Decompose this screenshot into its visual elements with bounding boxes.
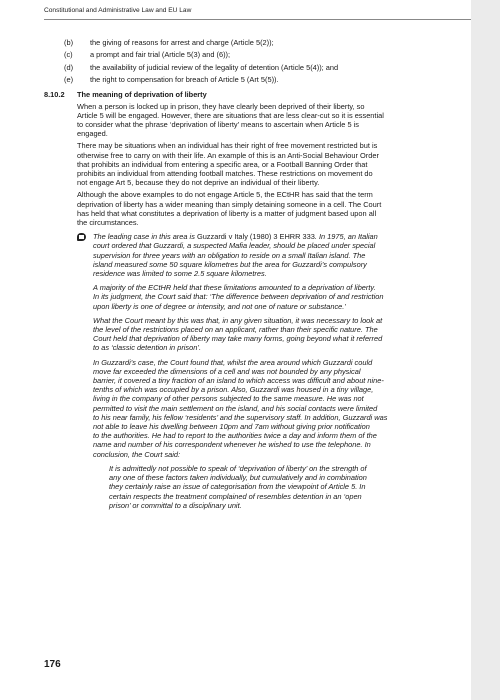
text-line: the level of the restrictions placed on an applicant, rather than their specific nature. The xyxy=(93,325,378,335)
text-line: court ordered that Guzzardi, a suspected Mafia leader, should be placed under special xyxy=(93,241,376,251)
text-line: living in the company of other persons subjected to the same measure. He was not xyxy=(93,394,364,404)
text-line: move far exceeded the dimensions of a cell and was not bounded by any physical xyxy=(93,366,361,376)
list-item-label: (d) xyxy=(64,62,74,72)
list-item-label: (b) xyxy=(64,38,74,47)
section-title: The meaning of deprivation of liberty xyxy=(77,90,207,100)
text-line: residence was limited to some 2.5 square kilometres. xyxy=(93,269,267,279)
text-line: In its judgment, the Court said that: ‘The difference between deprivation of and restriction xyxy=(93,292,384,302)
text-line xyxy=(93,232,469,241)
text-line: prohibits an individual from attending football matches. These restrictions on movement do xyxy=(77,169,373,178)
text-fragment: The leading case in this area is xyxy=(93,232,197,242)
list-item xyxy=(0,38,471,47)
block-quote xyxy=(109,464,469,510)
section-number: 8.10.2 xyxy=(44,90,65,100)
text-line: to as ‘classic detention in prison’. xyxy=(93,343,202,353)
body-paragraph xyxy=(77,102,469,139)
text-line: to his near family, his fellow ‘residents’ and the supervisory staff. In addition, Guzzardi was xyxy=(93,412,388,422)
case-paragraph xyxy=(93,358,469,459)
text-line: conclusion, the Court said: xyxy=(93,449,181,459)
case-book-icon xyxy=(77,233,86,241)
text-line: has held that what constitutes a deprivation of liberty is a matter of judgment based upon all xyxy=(77,208,377,218)
text-line: the circumstances. xyxy=(77,218,139,228)
body-paragraph xyxy=(77,141,469,187)
text-line: A majority of the ECtHR held that these limitations amounted to a deprivation of liberty. xyxy=(93,283,376,293)
text-line: name and number of his correspondent whenever he wished to use the telephone. In xyxy=(93,440,371,450)
text-line: any one of these factors taken individually, but cumulatively and in combination xyxy=(109,473,367,483)
list-item-text: the giving of reasons for arrest and charge (Article 5(2)); xyxy=(90,38,274,47)
text-line: tenths of which was occupied by a prison. Also, Guzzardi was housed in a tiny village, xyxy=(93,385,374,395)
page-number: 176 xyxy=(44,659,61,670)
text-line: deprivation of liberty has a wider meaning than simply detaining someone in a cell. The Court xyxy=(77,199,382,209)
text-line: Article 5 will be engaged. However, there are situations that are less clear-cut so it is essential xyxy=(77,110,384,120)
text-line: permitted to visit the main settlement on the island, and his social contacts were limited xyxy=(93,403,378,413)
text-line: There may be situations when an individual has their right of free movement restricted but is xyxy=(77,141,378,151)
case-citation: Guzzardi v Italy (1980) 3 EHRR 333 xyxy=(196,232,315,242)
list-item xyxy=(0,75,471,84)
case-paragraph xyxy=(93,316,469,353)
text-line: When a person is locked up in prison, they have clearly been deprived of their liberty, so xyxy=(77,101,365,111)
text-line: island measured some 50 square kilometres but the area for Guzzardi’s compulsory xyxy=(93,259,367,269)
list-item-label: (e) xyxy=(64,75,74,85)
body-paragraph xyxy=(77,190,469,227)
text-fragment: . In 1975, an Italian xyxy=(314,232,378,242)
text-line: that prohibits an individual from entering a specific area, or a Football Banning Order that xyxy=(77,159,368,169)
text-line: prison’ or committal to a disciplinary unit. xyxy=(109,500,242,510)
text-line: barrier, it covered a tiny fraction of an island to which access was difficult and about nine- xyxy=(93,376,384,386)
list-item-text: the availability of judicial review of the legality of detention (Article 5(4)); and xyxy=(90,62,339,72)
list-item-text: the right to compensation for breach of Article 5 (Art 5(5)). xyxy=(90,75,279,85)
text-line: otherwise free to carry on with their life. An example of this is an Anti-Social Behaviour Order xyxy=(77,150,379,160)
text-line: In Guzzardi’s case, the Court found that, whilst the area around which Guzzardi could xyxy=(93,357,373,367)
text-line: It is admittedly not possible to speak of ‘deprivation of liberty’ on the strength of xyxy=(109,463,367,473)
text-line: Court held that deprivation of liberty may take many forms, going beyond what it referred xyxy=(93,334,383,344)
text-line: not engage Art 5, because they do not deprive an individual of their liberty. xyxy=(77,178,320,188)
list-item-text: a prompt and fair trial (Article 5(3) and (6)); xyxy=(90,50,231,60)
list-item xyxy=(0,50,471,59)
text-line: What the Court meant by this was that, in any given situation, it was necessary to look at xyxy=(93,315,383,325)
page-content xyxy=(0,38,471,510)
section-heading xyxy=(0,90,471,99)
text-line: supervision for three years with an obligation to reside on a small Italian island. The xyxy=(93,250,366,260)
header-rule xyxy=(44,19,471,20)
case-intro xyxy=(93,232,469,278)
text-line: not able to leave his dwelling between 10pm and 7am without giving prior notification xyxy=(93,422,370,432)
text-line: upon liberty is one of degree or intensity, and not one of nature or substance.’ xyxy=(93,301,346,311)
text-line: certain respects the treatment complained of resembles detention in an ‘open xyxy=(109,491,362,501)
list-item xyxy=(0,63,471,72)
page-edge-bar xyxy=(471,0,500,700)
case-study-box xyxy=(0,232,471,510)
text-line: they certainly raise an issue of categorisation from the viewpoint of Article 5. In xyxy=(109,482,366,492)
rights-list xyxy=(0,38,471,84)
case-paragraph xyxy=(93,283,469,311)
text-line: Although the above examples to do not engage Article 5, the ECtHR has said that the term xyxy=(77,190,373,200)
text-line: to consider what the phrase ‘deprivation of liberty’ means to ascertain when Article 5 is xyxy=(77,119,359,129)
list-item-label: (c) xyxy=(64,50,73,60)
running-header: Constitutional and Administrative Law and EU Law xyxy=(44,7,192,14)
text-line: to the authorities. He had to report to the authorities twice a day and inform them of the xyxy=(93,431,377,441)
text-line: engaged. xyxy=(77,129,108,139)
